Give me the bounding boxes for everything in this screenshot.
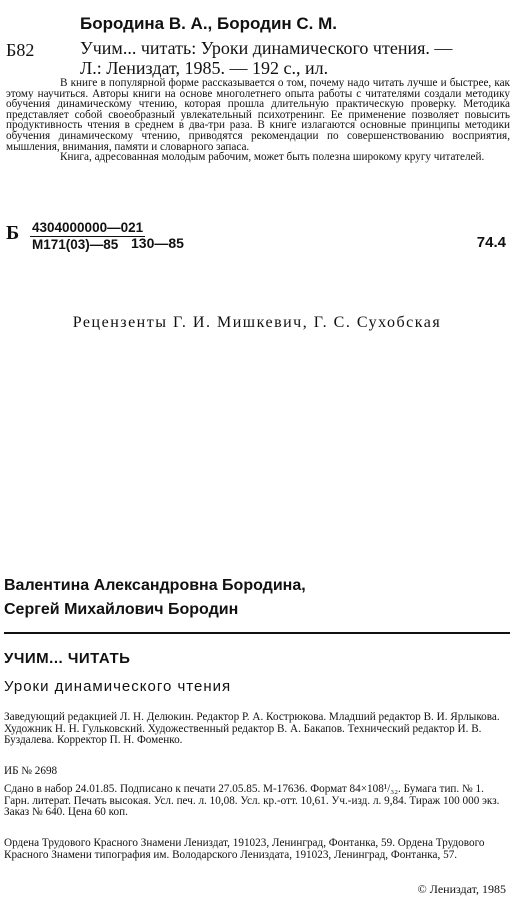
index-denominator: М171(03)—85 <box>30 236 145 253</box>
catalog-title-line-2: Л.: Лениздат, 1985. — 192 с., ил. <box>80 58 329 78</box>
index-numerator: 4304000000—021 <box>32 220 144 235</box>
imprint-print-details: Сдано в набор 24.01.85. Подписано к печати 27.05.85. М-17636. Формат 84×108¹/₃₂. Бумага тип. № 1. Гарн. литерат. Печать высокая. Усл. печ. л. 10,08. Усл. кр.-отт. 10,61. Уч.-изд. л. 9,84. Тираж 100 000 экз. Заказ № 640. Цена 60 коп. <box>4 783 500 819</box>
divider-rule <box>4 632 510 634</box>
annotation-paragraph-1: В книге в популярной форме рассказывается о том, почему надо читать лучше и быстрее, как этому научиться. Авторы книги на основе многолетнего опыта работы с читателями создали методику обучения динамическому чтению, которая прошла длительную практическую проверку. Методика представляет собой своеобразный увлекательный психотренинг. Ее применение позволяет повысить продуктивность чтения в среднем в два-три раза. В книге излагаются основные принципы методики обучения динамическому чтению, приводятся рекомендации по совершенствованию восприятия, мышления, внимания, памяти и словарного запаса. <box>6 77 510 153</box>
annotation <box>6 78 510 163</box>
catalog-card-authors: Бородина В. А., Бородин С. М. <box>80 14 337 33</box>
index-letter: Б <box>6 222 20 244</box>
classification-code: 74.4 <box>476 234 506 251</box>
catalog-title-line-1: Учим... читать: Уроки динамического чтения. — <box>80 38 453 58</box>
book-author-1: Валентина Александровна Бородина, <box>4 577 306 594</box>
imprint-publisher: Ордена Трудового Красного Знамени Лениздат, 191023, Ленинград, Фонтанка, 59. Ордена Трудового Красного Знамени типография им. Володарского Лениздата, 191023, Ленинград, Фонтанка, 57. <box>4 837 485 861</box>
book-author-2: Сергей Михайлович Бородин <box>4 601 239 618</box>
book-subtitle: Уроки динамического чтения <box>4 678 232 695</box>
imprint-editors: Заведующий редакцией Л. Н. Делюкин. Редактор Р. А. Кострюкова. Младший редактор В. И. Ярлыкова. Художник Н. Н. Гульковский. Художественный редактор В. А. Бакапов. Технический редактор И. В. Буздалева. Корректор П. Н. Фоменко. <box>4 711 500 747</box>
book-title: УЧИМ... ЧИТАТЬ <box>4 650 131 667</box>
annotation-paragraph-2: Книга, адресованная молодым рабочим, может быть полезна широкому кругу читателей. <box>60 151 485 164</box>
catalog-code: Б82 <box>6 40 35 60</box>
index-tail: 130—85 <box>131 235 184 251</box>
reviewers-line: Рецензенты Г. И. Мишкевич, Г. С. Сухобская <box>72 314 442 331</box>
imprint-ib-number: ИБ № 2698 <box>4 765 58 777</box>
book-authors <box>4 574 306 622</box>
index-fraction <box>30 220 145 253</box>
copyright-line: © Лениздат, 1985 <box>417 882 506 896</box>
